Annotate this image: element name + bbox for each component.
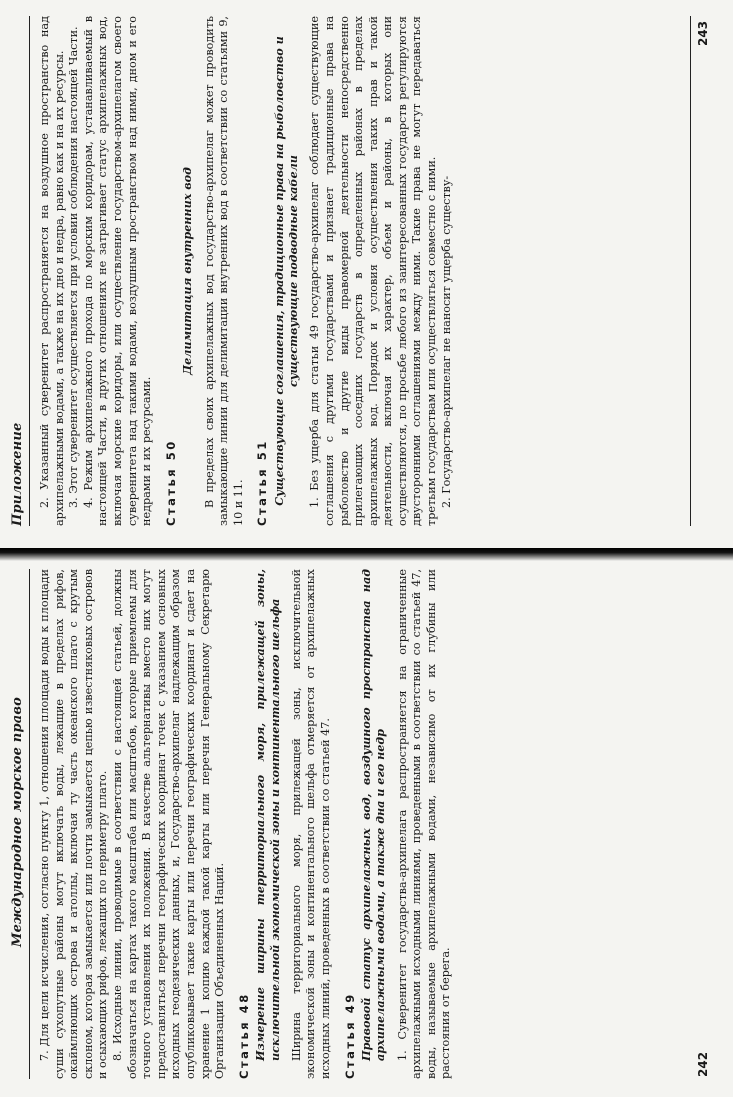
header-rule-right (29, 16, 30, 526)
left-page-content (38, 569, 454, 1079)
article-51-label: Статья 51 (255, 439, 270, 526)
right-page (0, 0, 733, 548)
article-51-paragraph-2: 2. Государство-архипелаг не наносит ущерба существу- (439, 175, 453, 508)
paragraph-7: 7. Для цели исчисления, согласно пункту 1, отношения площади воды к площади суши сухопутные районы могут включать воды, лежащие в пределах рифов, окаймляющих острова и атоллы, включая ту часть океанского плато с крутым склоном, которая замыкается или почти замыкается цепью известняковых островов и осыхающих рифов, лежащих по периметру плато. (38, 569, 110, 1079)
paragraph-2: 2. Указанный суверенитет распространяется на воздушное пространство над архипелажными водами, а также на их дно и недра, равно как и на их ресурсы. (38, 16, 66, 526)
article-50-text: В пределах своих архипелажных вод государство-архипелаг может проводить замыкающие линии для делимитации внутренних вод в соответствии со статьями 9, 10 и 11. (202, 16, 245, 526)
article-48-title: Измерение ширины территориального моря, прилежащей зоны, исключительной экономической зоны и континентального шельфа (253, 569, 282, 1061)
article-50-title: Делимитация внутренних вод (180, 167, 195, 375)
page-number-right: 243 (696, 20, 710, 46)
article-48-label: Статья 48 (236, 992, 251, 1079)
header-rule-left (29, 569, 30, 1079)
left-page (0, 549, 733, 1097)
paragraph-4: 4. Режим архипелажного прохода по морским коридорам, устанавливаемый в настоящей Части, в других отношениях не затрагивает статус архипелажных вод, включая морские коридоры, или осуществление государством-архипелагом своего суверенитета над такими водами, воздушным пространством над ними, дном и его недрами и их ресурсами. (81, 16, 154, 526)
article-51-paragraph-1: 1. Без ущерба для статьи 49 государство-архипелаг соблюдает существующие соглашения с другими государствами и признает традиционные права на рыболовство и другие виды правомерной деятельности непосредственно прилегающих соседних государств в определенных районах в пределах архипелажных вод. Порядок и условия осуществления таких прав и такой деятельности, включая их характер, объем и районы, в которых они осуществляются, по просьбе любого из заинтересованных государств регулируются двусторонними соглашениями между ними. Такие права не могут передаваться третьим государствам или осуществляться совместно с ними. (308, 16, 439, 526)
article-49-title: Правовой статус архипелажных вод, воздушного пространства над архипелажными водами, а также дна и его недр (359, 569, 388, 1061)
paragraph-8: 8. Исходные линии, проводимые в соответствии с настоящей статьей, должны обозначаться на картах такого масштаба или масштабов, которые приемлемы для точного установления их положения. В качестве альтернативы вместо них могут предоставляться перечни географических координат точек с указанием основных исходных геодезических данных, и, Государство-архипелаг надлежащим образом опубликовывает такие карты или перечни географических координат и сдает на хранение 1 копию каждой такой карты или перечня Генеральному Секретарю Организации Объединенных Наций. (110, 569, 227, 1079)
article-50-label: Статья 50 (163, 439, 178, 526)
footer-rule-right (690, 16, 691, 526)
page-number-left: 242 (696, 1051, 710, 1077)
running-head-left: Международное морское право (10, 697, 25, 947)
article-49-label: Статья 49 (342, 992, 357, 1079)
article-48-text: Ширина территориального моря, прилежащей зоны, исключительной экономической зоны и континентального шельфа отмеряется от архипелажных исходных линий, проведенных в соответствии со статьей 47. (289, 569, 332, 1079)
article-51-title: Существующие соглашения, традиционные права на рыболовство и существующие подводные кабели (271, 36, 301, 506)
article-49-text: 1. Суверенитет государства-архипелага распространяется на ограниченные архипелажными исходными линиями, проведенными в соответствии со статьей 47, воды, называемые архипелажными водами, независимо от их глубины или расстояния от берега. (395, 569, 453, 1079)
paragraph-3: 3. Этот суверенитет осуществляется при условии соблюдения настоящей Части. (67, 26, 81, 508)
running-head-right: Приложение (10, 422, 25, 526)
right-page-content (38, 16, 454, 526)
